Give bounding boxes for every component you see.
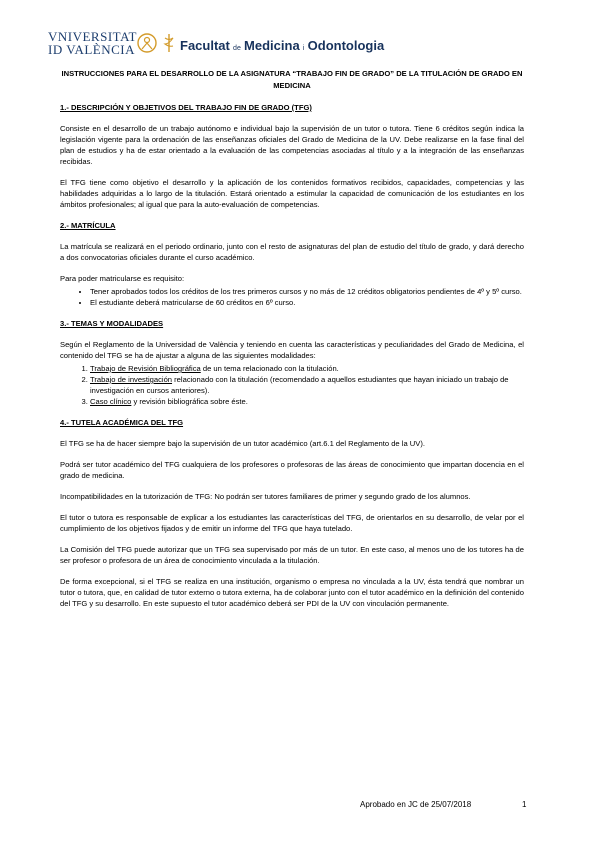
faculty-name <box>180 38 384 53</box>
faculty-odontologia: Odontologia <box>307 38 385 53</box>
section-1-paragraph-2: El TFG tiene como objetivo el desarrollo y la aplicación de los contenidos formativos recibidos, capacidades, competencias y las habilidades adquiridas a lo largo de la titulación. Estará orientado a estimular la capacidad de comunicación de los estudiantes en los ámbitos profesionales; al igual que para la auto-evaluación de competencias. <box>60 178 524 209</box>
section-4-paragraph-4: El tutor o tutora es responsable de explicar a los estudiantes las características del TFG, de orientarlos en su desarrollo, de velar por el cumplimiento de los objetivos fijados y de emitir un informe del TFG que haya tutelado. <box>60 513 524 533</box>
modality-2-text: relacionado con la titulación (recomendado a aquellos estudiantes que hayan iniciado un trabajo de investigación en cursos anteriores). <box>90 375 509 395</box>
page-number: 1 <box>522 800 527 809</box>
list-item: • El estudiante deberá matricularse de 60 créditos en 6º curso. <box>90 297 524 308</box>
document-title: INSTRUCCIONES PARA EL DESARROLLO DE LA ASIGNATURA “TRABAJO FIN DE GRADO” DE LA TITULACIÓN DE GRADO EN MEDICINA <box>61 69 523 90</box>
section-4-paragraph-3: Incompatibilidades en la tutorización de TFG: No podrán ser tutores familiares de primer y segundo grado de los alumnos. <box>60 492 471 501</box>
section-4-heading: 4.- TUTELA ACADÉMICA DEL TFG <box>60 418 184 427</box>
faculty-i: i <box>302 45 305 52</box>
section-3-paragraph-1: Según el Reglamento de la Universidad de València y teniendo en cuenta las características y peculiaridades del Grado de Medicina, el contenido del TFG se ha de ajustar a alguna de las siguientes modalidades: <box>60 340 524 360</box>
list-item <box>90 374 524 396</box>
section-1-heading: 1.- DESCRIPCIÓN Y OBJETIVOS DEL TRABAJO FIN DE GRADO (TFG) <box>60 103 312 112</box>
list-item <box>90 396 524 407</box>
approval-note: Aprobado en JC de 25/07/2018 <box>360 800 472 809</box>
modalities-list <box>60 363 524 407</box>
university-logo <box>48 30 137 56</box>
section-1-paragraph-1: Consiste en el desarrollo de un trabajo autónomo e individual bajo la supervisión de un tutor o tutora. Tiene 6 créditos según indica la legislación vigente para la ordenación de las enseñanzas oficiales del Grado de Medicina de la UV. Debe realizarse en la fase final del plan de estudios y ha de estar orientado a la evaluación de las competencias asociadas al título y a la integración de las enseñanzas recibidas. <box>60 124 524 166</box>
faculty-de: de <box>233 45 241 52</box>
modality-3-text: y revisión bibliográfica sobre éste. <box>131 397 248 406</box>
section-4-paragraph-6: De forma excepcional, si el TFG se realiza en una institución, organismo o empresa no vinculada a la UV, ésta tendrá que nombrar un tutor o tutora, que, en calidad de tutor externo o tutora externa, ha de colaborar junto con el tutor académico en la definición del contenido del TFG y su desarrollo. En este supuesto el tutor académico deberá ser PDI de la UV con vinculación permanente. <box>60 577 524 608</box>
university-name-line2: ID VALÈNCIA <box>48 42 135 57</box>
requirements-list <box>60 286 524 308</box>
section-4-paragraph-5: La Comisión del TFG puede autorizar que un TFG sea supervisado por más de un tutor. En este caso, al menos uno de los tutores ha de ser profesor o profesora de un área de conocimiento vinculada a la titulación. <box>60 545 524 565</box>
section-2-paragraph-1: La matrícula se realizará en el periodo ordinario, junto con el resto de asignaturas del plan de estudio del título de grado, y dará derecho a dos convocatorias oficiales durante el curso académico. <box>60 242 524 262</box>
section-4-paragraph-2: Podrá ser tutor académico del TFG cualquiera de los profesores o profesoras de las áreas de conocimiento que impartan docencia en el grado de medicina. <box>60 460 524 480</box>
modality-1-name: Trabajo de Revisión Bibliográfica <box>90 364 201 373</box>
page-header <box>48 26 568 62</box>
section-2-paragraph-2: Para poder matricularse es requisito: <box>60 274 185 283</box>
faculty-medicina: Medicina <box>244 38 300 53</box>
faculty-prefix: Facultat <box>180 38 230 53</box>
university-seal-icon <box>136 32 158 54</box>
page-footer <box>360 800 540 809</box>
section-3-heading: 3.- TEMAS Y MODALIDADES <box>60 319 164 328</box>
list-item: • Tener aprobados todos los créditos de los tres primeros cursos y no más de 12 créditos obligatorios pendientes de 4º y 5º curso. <box>90 286 524 297</box>
section-4-paragraph-1: El TFG se ha de hacer siempre bajo la supervisión de un tutor académico (art.6.1 del Reglamento de la UV). <box>60 439 425 448</box>
university-name-line1: VNIVERSITAT <box>48 29 137 44</box>
section-2-heading: 2.- MATRÍCULA <box>60 221 116 230</box>
modality-3-name: Caso clínico <box>90 397 132 406</box>
list-item <box>90 363 524 374</box>
document-body <box>60 68 524 619</box>
modality-1-text: de un tema relacionado con la titulación. <box>200 364 339 373</box>
faculty-staff-icon <box>163 32 175 54</box>
modality-2-name: Trabajo de investigación <box>90 375 173 384</box>
